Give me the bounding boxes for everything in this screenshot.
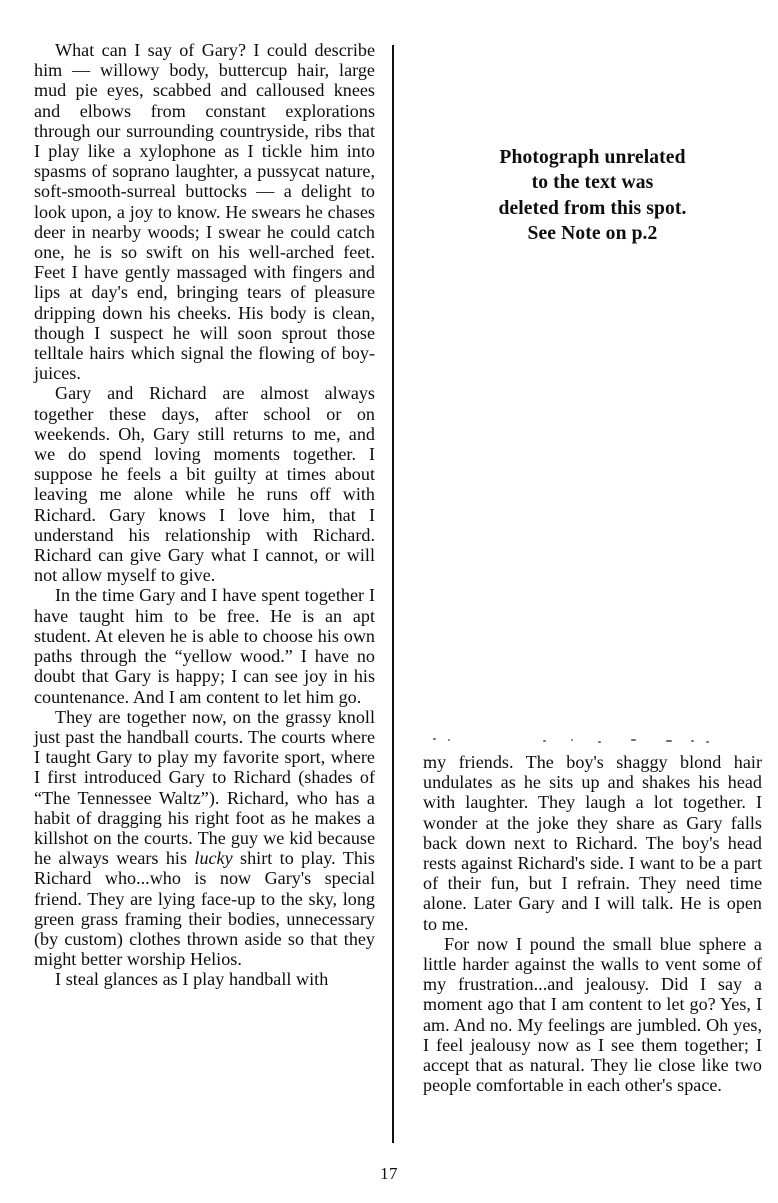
scan-speckle-artifacts [423, 736, 762, 748]
left-paragraph-4-text-before-italic: They are together now, on the grassy knoll just past the handball courts. The courts where I taught Gary to play my favorite sport, where I first introduced Gary to Richard (shades of “The Tennessee Waltz”). Richard, who has a habit of dragging his right foot as he makes a killshot on the courts. The guy we kid because he always wears his [34, 706, 375, 869]
left-paragraph-5-continued-overleaf: I steal glances as I play handball with [55, 969, 329, 990]
removed-photograph-area [423, 255, 762, 725]
notice-line-4: See Note on p.2 [527, 223, 658, 245]
right-text-column [423, 752, 762, 1095]
left-paragraph-3: In the time Gary and I have spent together I have taught him to be free. He is an apt student. At eleven he is able to choose his own paths through the “yellow wood.” I have no doubt that Gary is happy; I can see joy in his countenance. And I am content to let him go. [34, 585, 375, 707]
right-paragraph-1: my friends. The boy's shaggy blond hair undulates as he sits up and shakes his head with laughter. They laugh a lot together. I wonder at the joke they share as Gary falls back down next to Richard. The boy's head rests against Richard's side. I want to be a part of their fun, but I refrain. They need time alone. Later Gary and I will talk. He is open to me. [423, 752, 762, 934]
page-number: 17 [380, 1164, 398, 1183]
left-paragraph-2: Gary and Richard are almost always together these days, after school or on weekends. Oh, Gary still returns to me, and we do spend loving moments together. I suppose he feels a bit guilty at times about leaving me alone while he runs off with Richard. Gary knows I love him, that I understand his relationship with Richard. Richard can give Gary what I cannot, or will not allow myself to give. [34, 383, 375, 586]
column-divider-rule [392, 45, 394, 1143]
notice-line-2: to the text was [531, 172, 654, 194]
left-paragraph-4 [34, 707, 375, 970]
deleted-photograph-notice [423, 145, 762, 247]
italic-emphasis-lucky: lucky [194, 848, 233, 869]
notice-line-3: deleted from this spot. [498, 197, 687, 219]
left-text-column [34, 40, 375, 990]
left-paragraph-4-text-after-italic: shirt to play. This Richard who...who is now Gary's special friend. They are lying face-up to the sky, long green grass framing their bodies, unnecessary (by custom) clothes thrown aside so that they might better worship Helios. [34, 848, 375, 970]
notice-line-1: Photograph unrelated [499, 147, 686, 168]
right-paragraph-2: For now I pound the small blue sphere a little harder against the walls to vent some of my frustration...and jealousy. Did I say a moment ago that I am content to let go? Yes, I am. And no. My feelings are jumbled. Oh yes, I feel jealousy now as I see them together; I accept that as natural. They lie close like two people comfortable in each other's space. [423, 933, 762, 1096]
left-paragraph-1: What can I say of Gary? I could describe him — willowy body, buttercup hair, large mud pie eyes, scabbed and calloused knees and elbows from constant explorations through our surrounding countryside, ribs that I play like a xylophone as I tickle him into spasms of soprano laughter, a pussycat nature, soft-smooth-surreal buttocks — a delight to look upon, a joy to know. He swears he chases deer in nearby woods; I swear he could catch one, he is so swift on his well-arched feet. Feet I have gently massaged with fingers and lips at day's end, bringing tears of pleasure dripping down his cheeks. His body is clean, though I suspect he will soon sprout those telltale hairs which signal the flowing of boy-juices. [34, 40, 375, 384]
